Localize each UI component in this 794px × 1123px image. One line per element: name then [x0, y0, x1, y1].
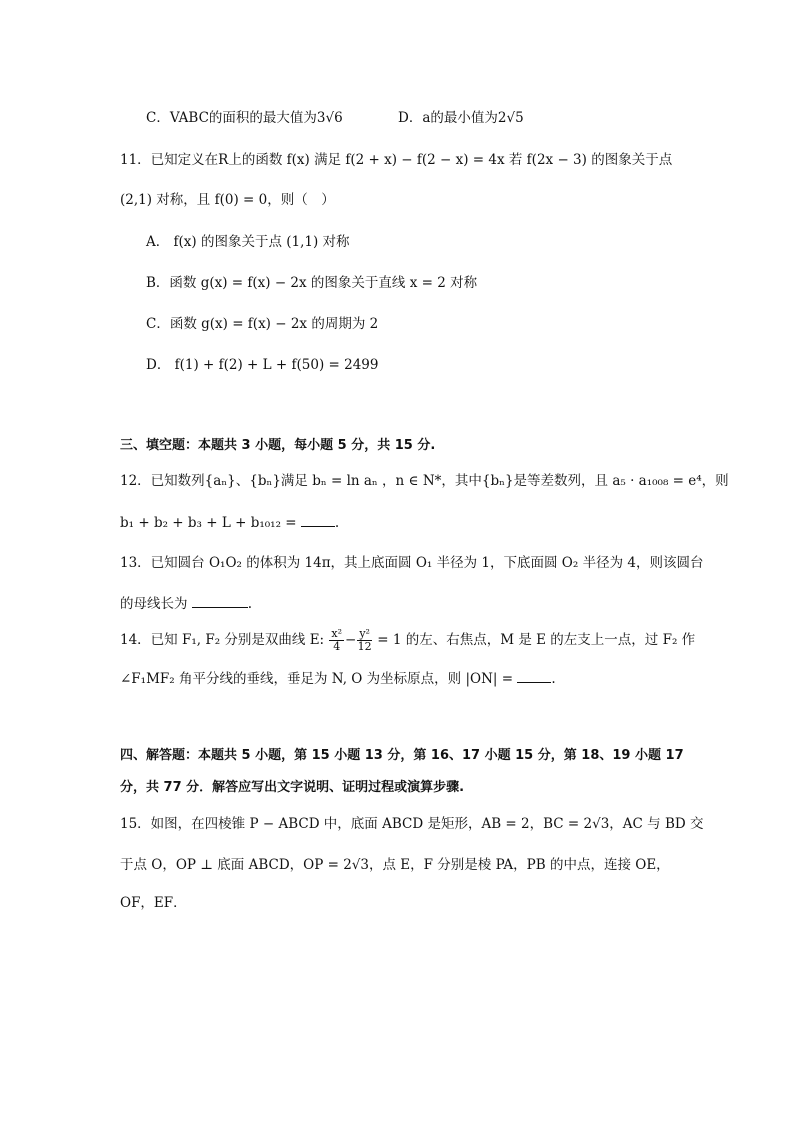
section4-heading-line2: 分，共 77 分．解答应写出文字说明、证明过程或演算步骤. [120, 780, 465, 795]
q14-period: . [551, 671, 556, 687]
q11-option-d: D． f(1) + f(2) + L + f(50) = 2499 [146, 357, 379, 373]
q10-option-c: C．VABC的面积的最大值为3√6 [146, 110, 343, 126]
q14-answer-blank [517, 668, 551, 683]
q11-option-c: C．函数 g(x) = f(x) − 2x 的周期为 2 [146, 316, 379, 332]
q15-line3: OF，EF． [120, 895, 187, 911]
q14-text-c: ∠F₁MF₂ 角平分线的垂线，垂足为 N, O 为坐标原点，则 |ON| = [120, 671, 514, 687]
q11-stem-line1: 11．已知定义在R上的函数 f(x) 满足 f(2 + x) − f(2 − x) = 4x 若 f(2x − 3) 的图象关于点 [120, 152, 673, 168]
q14-fraction-x: $\frac{\text{x²}}{4}$ [331, 627, 343, 653]
q12-line1: 12．已知数列{aₙ}、{bₙ}满足 bₙ = ln aₙ ，n ∈ N*，其中{bₙ}是等差数列，且 a₅ · a₁₀₀₈ = e⁴，则 [120, 473, 729, 489]
q12-answer-blank [301, 512, 335, 527]
q14-line2 [120, 668, 556, 689]
q14-line1 [120, 628, 695, 653]
q13-line1: 13．已知圆台 O₁O₂ 的体积为 14π，其上底面圆 O₁ 半径为 1，下底面圆 O₂ 半径为 4，则该圆台 [120, 555, 704, 571]
q13-text: 的母线长为 [120, 596, 188, 612]
q13-period: . [247, 596, 253, 612]
q11-stem-line2: (2,1) 对称，且 f(0) = 0，则（ ） [120, 192, 335, 208]
q13-answer-blank [192, 593, 248, 608]
section4-heading-line1: 四、解答题：本题共 5 小题，第 15 小题 13 分，第 16、17 小题 15 分，第 18、19 小题 17 [120, 748, 684, 763]
q11-option-b: B．函数 g(x) = f(x) − 2x 的图象关于直线 x = 2 对称 [146, 275, 478, 291]
section3-heading: 三、填空题：本题共 3 小题，每小题 5 分，共 15 分. [120, 438, 436, 453]
q11-option-a: A． f(x) 的图象关于点 (1,1) 对称 [146, 234, 350, 250]
q12-period: . [334, 515, 340, 531]
q15-line2: 于点 O，OP ⊥ 底面 ABCD，OP = 2√3，点 E，F 分别是棱 PA，PB 的中点，连接 OE， [120, 857, 670, 873]
q13-line2 [120, 593, 252, 614]
q14-fraction-y: $\frac{\text{y²}}{12}$ [357, 627, 372, 653]
q12-line2 [120, 512, 339, 533]
q14-text-b: = 1 的左、右焦点，M 是 E 的左支上一点，过 F₂ 作 [377, 632, 696, 648]
q15-line1: 15．如图，在四棱锥 P − ABCD 中，底面 ABCD 是矩形，AB = 2，BC = 2√3，AC 与 BD 交 [120, 816, 704, 832]
q12-expression: b₁ + b₂ + b₃ + L + b₁₀₁₂ = [120, 515, 297, 531]
q14-minus: − [345, 632, 357, 648]
q10-option-d: D．a的最小值为2√5 [398, 110, 524, 126]
q14-text-a: 14．已知 F₁, F₂ 分别是双曲线 E: [120, 632, 325, 648]
